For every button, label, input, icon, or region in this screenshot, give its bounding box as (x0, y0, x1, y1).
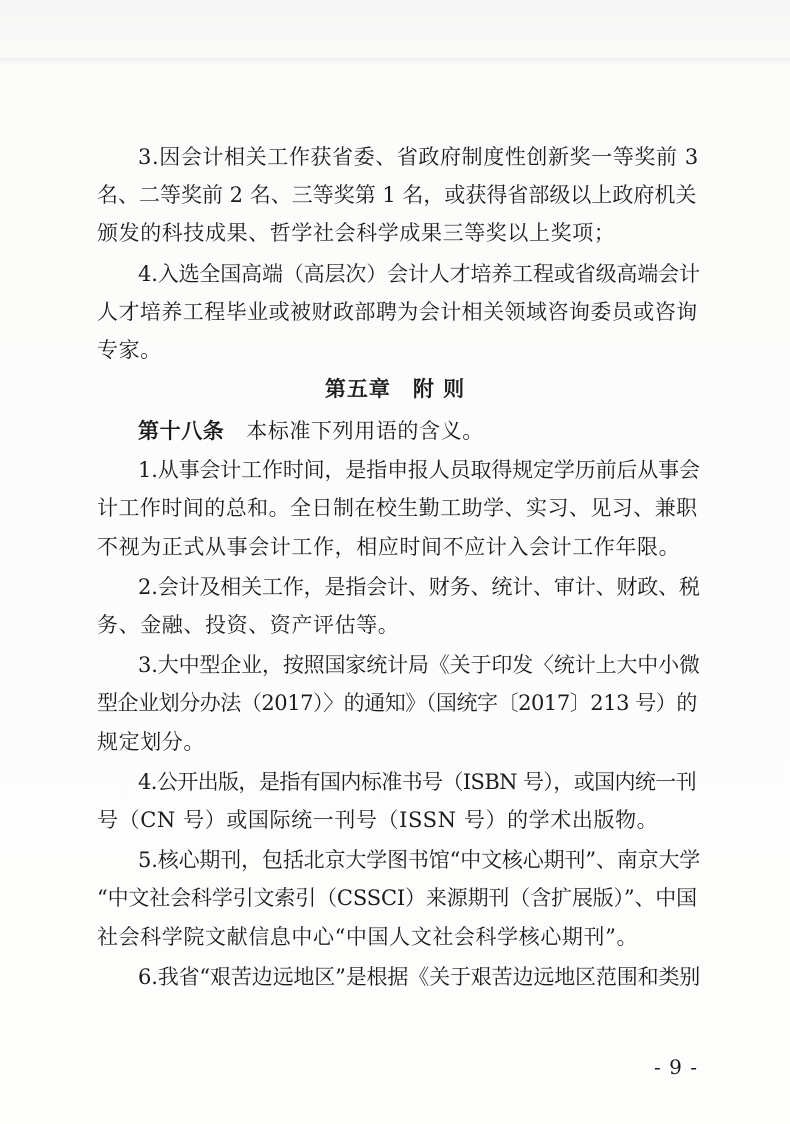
definition-2-line-1: 2.会计及相关工作，是指会计、财务、统计、审计、财政、税 (138, 575, 700, 599)
paragraph-3-line-1: 3.因会计相关工作获省委、省政府制度性创新奖一等奖前 3 (138, 145, 699, 169)
definition-3-line-2: 型企业划分办法（2017）〉的通知》（国统字〔2017〕213 号）的 (97, 691, 697, 715)
definition-5-line-1: 5.核心期刊，包括北京大学图书馆“中文核心期刊”、南京大学 (138, 848, 701, 872)
article-18-number: 第十八条 (138, 419, 225, 443)
definition-3-line-1: 3.大中型企业，按照国家统计局《关于印发〈统计上大中小微 (138, 653, 700, 677)
definition-6-line-1: 6.我省“艰苦边远地区”是根据《关于艰苦边远地区范围和类别 (138, 965, 701, 989)
chapter-heading (0, 375, 790, 403)
definition-1-line-1: 1.从事会计工作时间，是指申报人员取得规定学历前后从事会 (138, 458, 700, 482)
definition-3-line-3: 规定划分。 (97, 730, 205, 754)
scan-edge-shadow (0, 58, 790, 64)
definition-1-line-2: 计工作时间的总和。全日制在校生勤工助学、实习、见习、兼职 (97, 496, 698, 520)
paragraph-3-line-2: 名、二等奖前 2 名、三等奖第 1 名，或获得省部级以上政府机关 (97, 183, 697, 207)
definition-4-line-2: 号（CN 号）或国际统一刊号（ISSN 号）的学术出版物。 (97, 808, 659, 832)
paragraph-4-line-2: 人才培养工程毕业或被财政部聘为会计相关领域咨询委员或咨询 (97, 300, 698, 324)
chapter-label: 第五章 (324, 377, 391, 401)
definition-5-line-2: “中文社会科学引文索引（CSSCI）来源期刊（含扩展版）”、中国 (97, 886, 698, 910)
paragraph-4-line-3: 专家。 (97, 338, 162, 362)
page-number: - 9 - (654, 1055, 698, 1079)
paragraph-3-line-3: 颁发的科技成果、哲学社会科学成果三等奖以上奖项； (97, 221, 616, 245)
definition-2-line-2: 务、金融、投资、资产评估等。 (97, 613, 400, 637)
definition-1-line-3: 不视为正式从事会计工作，相应时间不应计入会计工作年限。 (97, 535, 681, 559)
article-18-text: 本标准下列用语的含义。 (246, 419, 484, 443)
article-18 (138, 417, 484, 445)
definition-5-line-3: 社会科学院文献信息中心“中国人文社会科学核心期刊”。 (97, 925, 639, 949)
chapter-name: 附 则 (412, 377, 466, 401)
definition-4-line-1: 4.公开出版，是指有国内标准书号（ISBN 号），或国内统一刊 (138, 770, 697, 794)
paragraph-4-line-1: 4.入选全国高端（高层次）会计人才培养工程或省级高端会计 (138, 262, 700, 286)
